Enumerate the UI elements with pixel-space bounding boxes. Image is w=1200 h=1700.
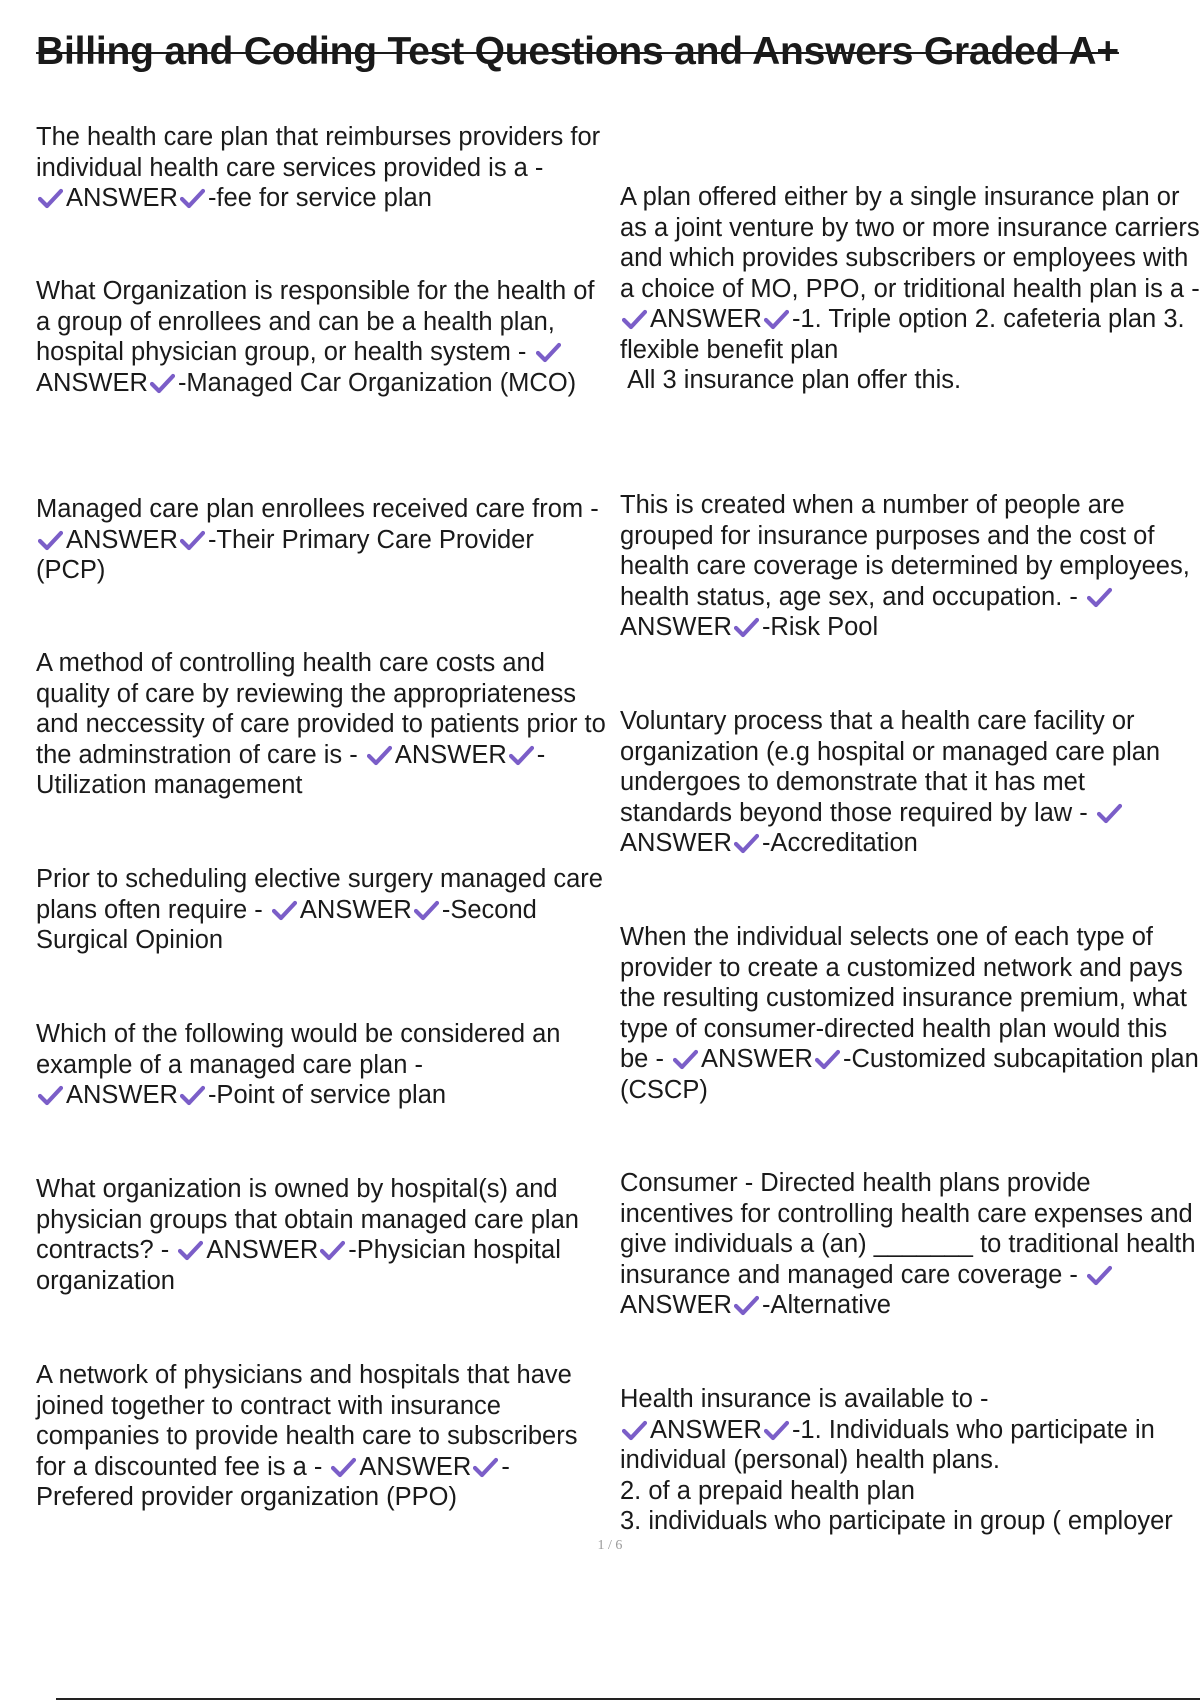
answer-text: -Prefered provider organization (PPO) bbox=[36, 1452, 510, 1511]
question-text: Voluntary process that a health care facility or organization (e.g hospital or managed care plan undergoes to demonstrate that it has met standards beyond those required by law - bbox=[620, 707, 1161, 827]
question-text: This is created when a number of people are grouped for insurance purposes and the cost of health care coverage is determined by employees, health status, age sex, and occupation. - bbox=[620, 491, 1190, 611]
answer-label: ANSWER bbox=[206, 1236, 319, 1264]
answer-text: -Second Surgical Opinion bbox=[36, 895, 537, 954]
question-text: Which of the following would be considered an example of a managed care plan - bbox=[36, 1020, 561, 1079]
check-icon bbox=[1097, 802, 1122, 824]
question-text: When the individual selects one of each type of provider to create a customized network and pays the resulting customized insurance premium, what type of consumer-directed health plan would this be - bbox=[620, 923, 1187, 1073]
answer-text-line: 2. of a prepaid health plan bbox=[620, 1476, 915, 1505]
check-icon bbox=[367, 744, 392, 766]
qa-item bbox=[36, 648, 606, 801]
answer-note: All 3 insurance plan offer this. bbox=[627, 366, 962, 394]
qa-item bbox=[36, 276, 606, 398]
question-text: Consumer - Directed health plans provide incentives for controlling health care expenses and give individuals a (an) _______ to traditional health insurance and managed care coverage - bbox=[620, 1169, 1196, 1289]
check-icon bbox=[38, 1084, 63, 1106]
question-text: What organization is owned by hospital(s) and physician groups that obtain managed care plan contracts? - bbox=[36, 1175, 579, 1264]
answer-label: ANSWER bbox=[650, 1415, 762, 1444]
check-icon bbox=[178, 1239, 203, 1261]
answer-text: -Utilization management bbox=[36, 740, 546, 799]
answer-label: ANSWER bbox=[620, 1291, 732, 1319]
answer-label: ANSWER bbox=[394, 740, 507, 769]
qa-item bbox=[620, 182, 1200, 396]
answer-label: ANSWER bbox=[620, 829, 732, 857]
answer-text: -Customized subcapitation plan (CSCP) bbox=[620, 1045, 1199, 1104]
question-text: A plan offered either by a single insurance plan or as a joint venture by two or more insurance carriers and which provides subscribers or employees with a choice of MO, PPO, or triditional health plan is a - bbox=[620, 183, 1200, 303]
question-text: A method of controlling health care costs and quality of care by reviewing the appropriateness and neccessity of care provided to patients prior to the adminstration of care is - bbox=[36, 649, 606, 769]
question-text: What Organization is responsible for the health of a group of enrollees and can be a health plan, hospital physician group, or health system - bbox=[36, 277, 595, 366]
check-icon bbox=[414, 899, 439, 921]
check-icon bbox=[180, 529, 205, 551]
answer-label: ANSWER bbox=[36, 368, 148, 397]
check-icon bbox=[38, 187, 63, 209]
answer-text: -fee for service plan bbox=[207, 184, 432, 212]
question-text: A network of physicians and hospitals that have joined together to contract with insurance companies to provide health care to subscribers for a discounted fee is a - bbox=[36, 1361, 578, 1481]
answer-text: -Alternative bbox=[761, 1291, 891, 1319]
answer-label: ANSWER bbox=[66, 1081, 178, 1109]
check-icon bbox=[509, 744, 534, 766]
answer-text: -1. Triple option 2. cafeteria plan 3. flexible benefit plan bbox=[620, 305, 1185, 364]
check-icon bbox=[180, 187, 205, 209]
check-icon bbox=[764, 1419, 789, 1441]
check-icon bbox=[180, 1084, 205, 1106]
qa-item bbox=[620, 1168, 1200, 1321]
check-icon bbox=[1087, 1264, 1112, 1286]
answer-label: ANSWER bbox=[66, 525, 178, 554]
answer-label: ANSWER bbox=[701, 1045, 813, 1073]
check-icon bbox=[673, 1048, 698, 1070]
question-text: Health insurance is available to - bbox=[620, 1385, 989, 1413]
qa-item bbox=[36, 494, 606, 586]
check-icon bbox=[764, 308, 789, 330]
answer-label: ANSWER bbox=[620, 613, 732, 641]
answer-text: -Their Primary Care Provider (PCP) bbox=[36, 525, 534, 584]
qa-item bbox=[620, 706, 1200, 859]
answer-text: -Risk Pool bbox=[761, 613, 879, 641]
qa-item bbox=[620, 490, 1200, 643]
check-icon bbox=[473, 1456, 498, 1478]
check-icon bbox=[272, 899, 297, 921]
qa-item bbox=[620, 1384, 1200, 1537]
question-text: Managed care plan enrollees received care from - bbox=[36, 495, 599, 523]
check-icon bbox=[320, 1239, 345, 1261]
check-icon bbox=[38, 529, 63, 551]
qa-item bbox=[36, 864, 606, 956]
question-text: The health care plan that reimburses providers for individual health care services provided is a - bbox=[36, 123, 601, 182]
answer-text: -1. Individuals who participate in individual (personal) health plans. bbox=[620, 1415, 1155, 1474]
answer-label: ANSWER bbox=[299, 895, 412, 924]
check-icon bbox=[150, 372, 175, 394]
qa-item bbox=[620, 922, 1200, 1105]
check-icon bbox=[1087, 586, 1112, 608]
check-icon bbox=[331, 1456, 356, 1478]
page-number: 1 / 6 bbox=[597, 1538, 623, 1553]
qa-item bbox=[36, 1360, 606, 1513]
answer-text: -Point of service plan bbox=[207, 1081, 447, 1109]
answer-text-line: 3. individuals who participate in group ( employer bbox=[620, 1507, 1173, 1535]
qa-item bbox=[36, 1019, 606, 1111]
document-title: Billing and Coding Test Questions and Answers Graded A+ bbox=[36, 30, 1119, 73]
check-icon bbox=[734, 1294, 759, 1316]
check-icon bbox=[815, 1048, 840, 1070]
answer-label: ANSWER bbox=[66, 184, 178, 212]
check-icon bbox=[734, 616, 759, 638]
answer-label: ANSWER bbox=[650, 305, 762, 333]
answer-label: ANSWER bbox=[359, 1452, 472, 1481]
answer-text: -Physician hospital organization bbox=[36, 1236, 561, 1295]
answer-text: -Accreditation bbox=[761, 829, 918, 857]
answer-text: -Managed Car Organization (MCO) bbox=[177, 368, 577, 397]
qa-item bbox=[36, 122, 606, 214]
check-icon bbox=[734, 832, 759, 854]
check-icon bbox=[622, 308, 647, 330]
qa-item bbox=[36, 1174, 606, 1296]
check-icon bbox=[622, 1419, 647, 1441]
question-text: Prior to scheduling elective surgery managed care plans often require - bbox=[36, 865, 603, 924]
check-icon bbox=[536, 341, 561, 363]
